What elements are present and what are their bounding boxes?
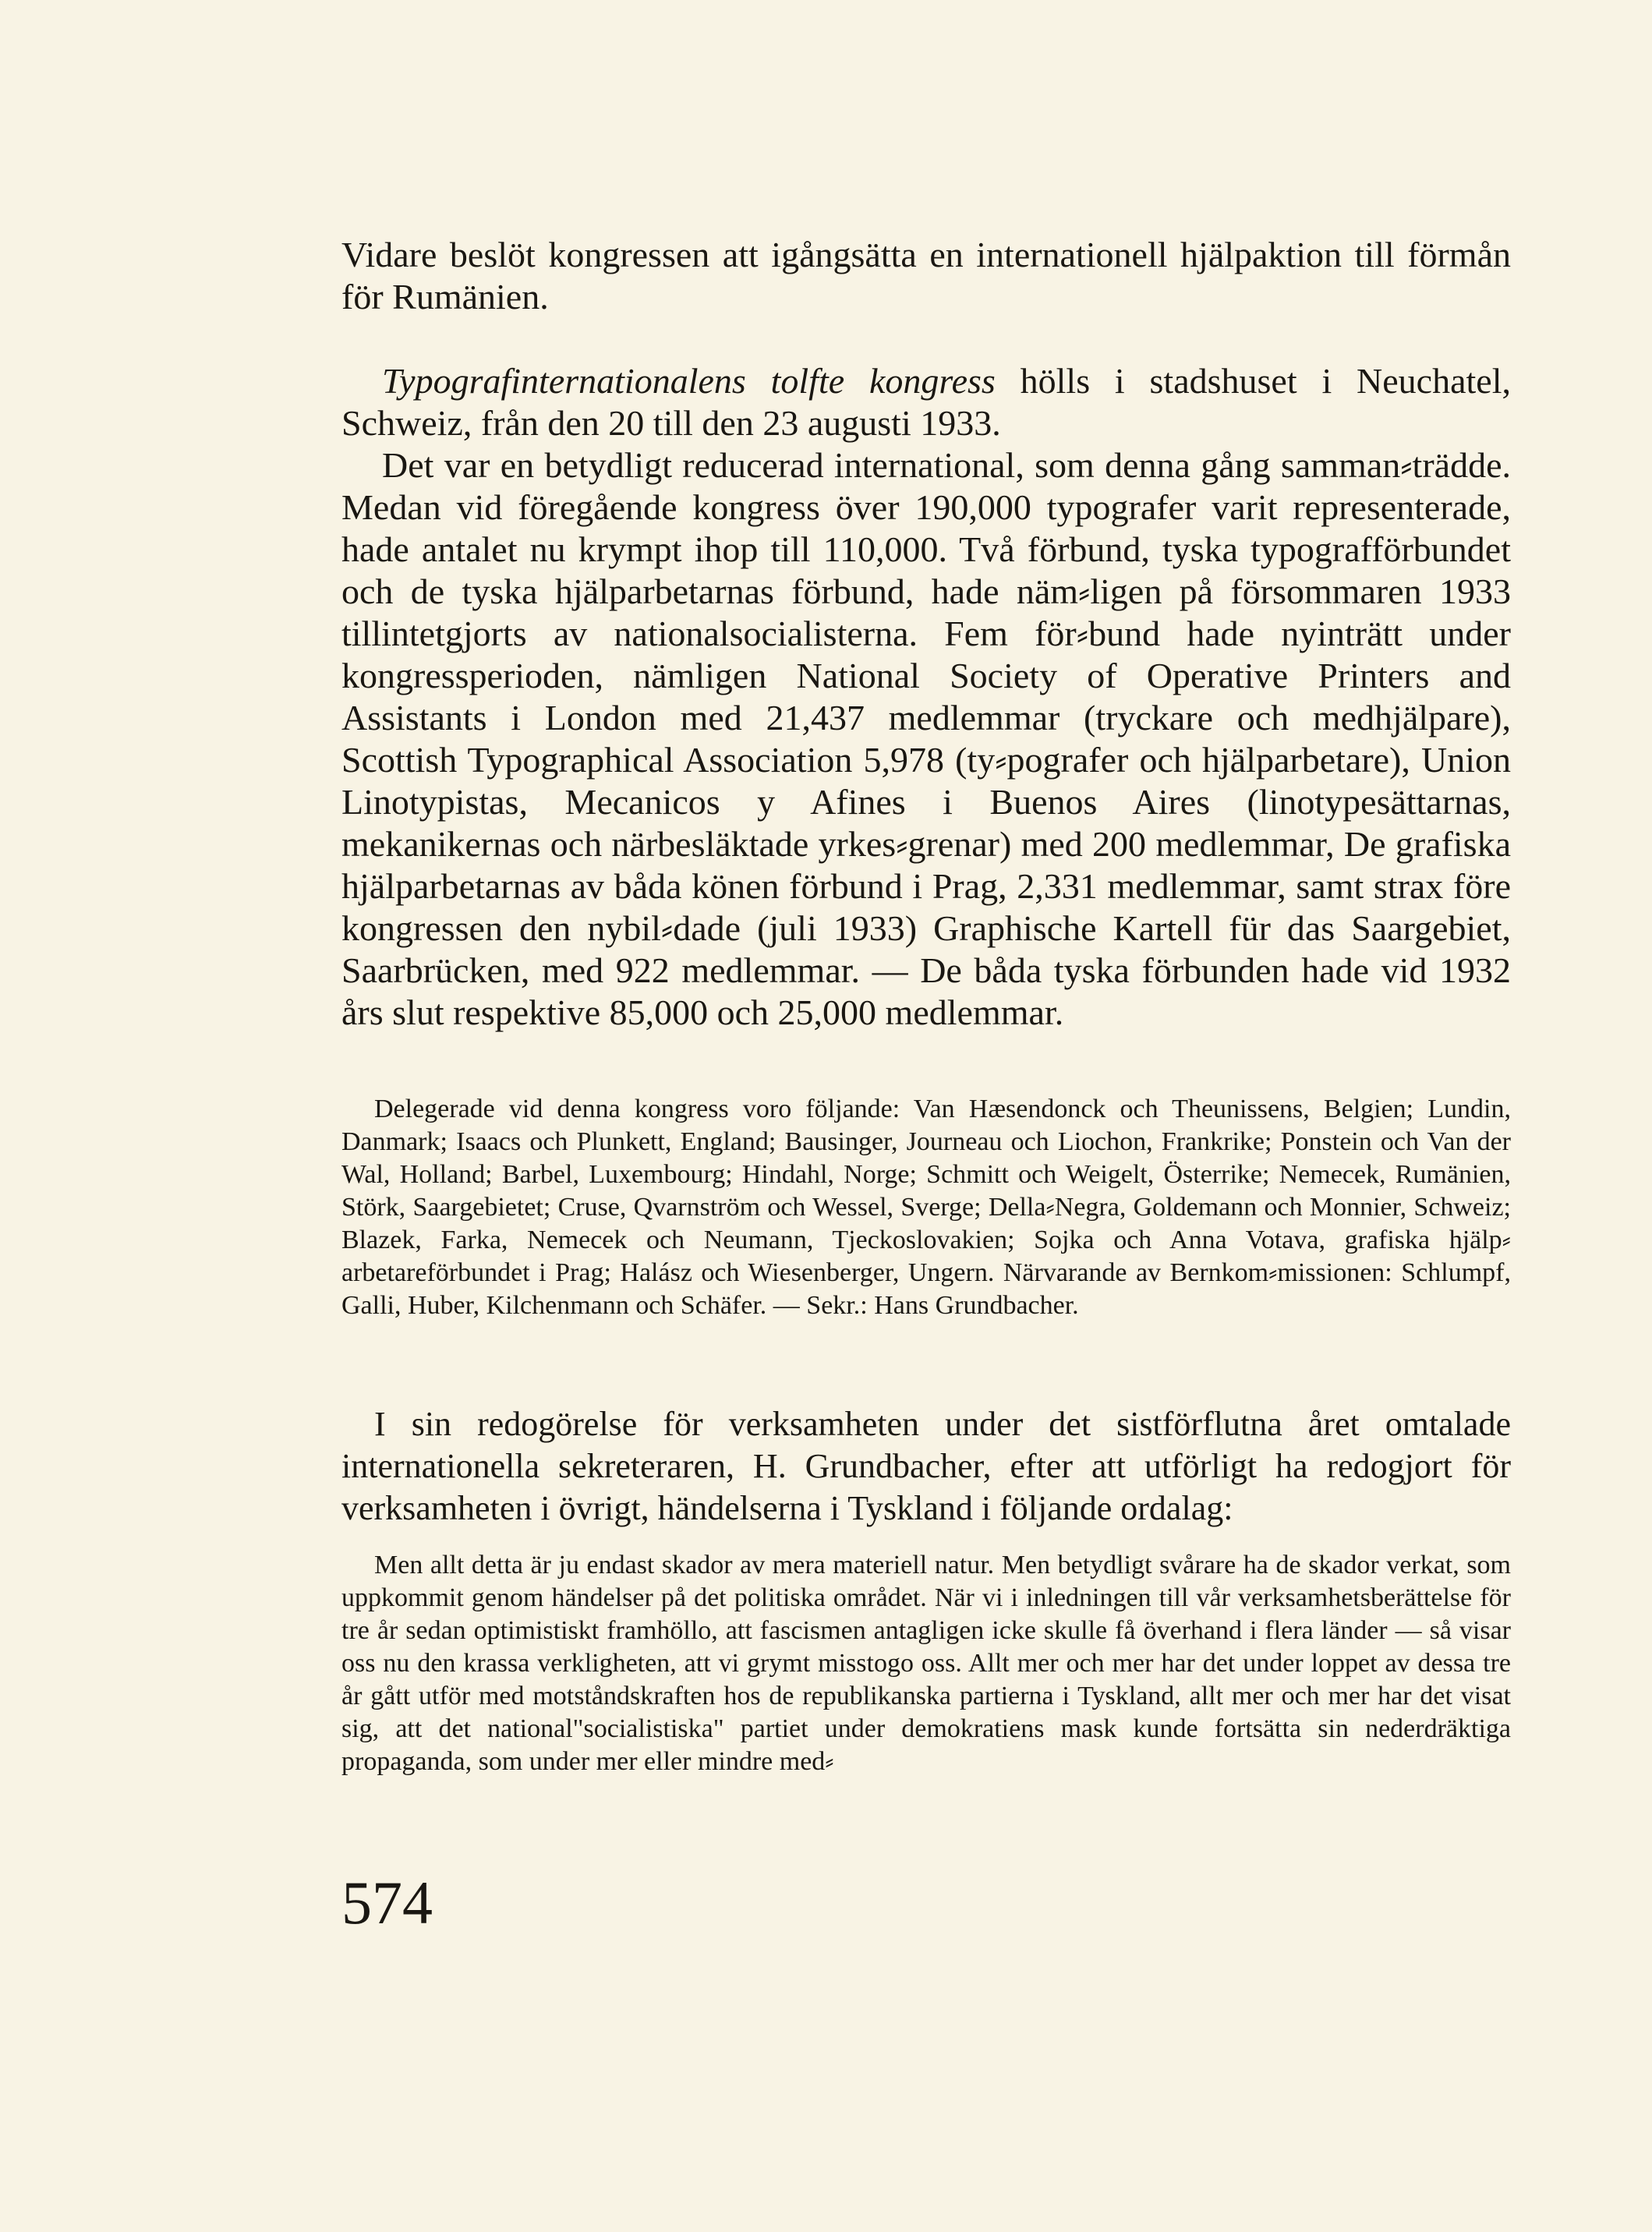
report-intro <box>341 1403 1511 1530</box>
quoted-report <box>341 1549 1511 1778</box>
congress-location-text: hölls i stadshuset i Neuchatel, Schweiz, från den 20 till den 23 augusti 1933. <box>341 361 1511 443</box>
paragraph-romania-aid: Vidare beslöt kongressen att igångsätta en internationell hjälpaktion till förmån för Rumänien. <box>341 235 1511 317</box>
intro-paragraph-block <box>341 234 1511 318</box>
delegates-list <box>341 1093 1511 1322</box>
report-paragraph: I sin redogörelse för verksamheten under det sistförflutna året omtalade internationella sekreteraren, H. Grundbacher, efter att utförligt ha redogjort för verksamheten i övrigt, händelserna i Tyskland i följande ordalag: <box>341 1405 1511 1527</box>
paragraph-membership: Det var en betydligt reducerad international, som denna gång samman⸗trädde. Medan vid föregående kongress över 190,000 typografer varit representerade, hade antalet nu krympt ihop till 110,000. Två förbund, tyska typografförbundet och de tyska hjälparbetarnas förbund, hade näm⸗ligen på försommaren 1933 tillintetgjorts av nationalsocialisterna. Fem för⸗bund hade nyinträtt under kongressperioden, nämligen National Society of Operative Printers and Assistants i London med 21,437 medlemmar (tryckare och medhjälpare), Scottish Typographical Association 5,978 (ty⸗pografer och hjälparbetare), Union Linotypistas, Mecanicos y Afines i Buenos Aires (linotypesättarnas, mekanikernas och närbesläktade yrkes⸗grenar) med 200 medlemmar, De grafiska hjälparbetarnas av båda könen förbund i Prag, 2,331 medlemmar, samt strax före kongressen den nybil⸗dade (juli 1933) Graphische Kartell für das Saargebiet, Saarbrücken, med 922 medlemmar. — De båda tyska förbunden hade vid 1932 års slut respektive 85,000 och 25,000 medlemmar. <box>341 445 1511 1032</box>
congress-section <box>341 360 1511 1034</box>
paragraph-twelfth-congress <box>341 360 1511 444</box>
congress-title-italic: Typografinternationalens tolfte kongress <box>382 361 996 401</box>
quote-paragraph: Men allt detta är ju endast skador av mera materiell natur. Men betydligt svårare ha de skador verkat, som uppkommit genom händelser på det politiska området. När vi i inledningen till vår verksamhetsberättelse för tre år sedan optimistiskt framhöllo, att fascismen antagligen icke skulle få överhand i flera länder — så visar oss nu den krassa verkligheten, att vi grymt misstogo oss. Allt mer och mer har det under loppet av dessa tre år gått utför med motståndskraften hos de republikanska partierna i Tyskland, allt mer och mer har det visat sig, att det national"socialistiska" partiet under demokratiens mask kunde fortsätta sin nederdräktiga propaganda, som under mer eller mindre med⸗ <box>341 1551 1511 1776</box>
delegates-paragraph: Delegerade vid denna kongress voro följande: Van Hæsendonck och Theunissens, Belgien; Lundin, Danmark; Isaacs och Plunkett, England; Bausinger, Journeau och Liochon, Frankrike; Ponstein och Van der Wal, Holland; Barbel, Luxembourg; Hindahl, Norge; Schmitt och Weigelt, Österrike; Nemecek, Rumänien, Störk, Saargebietet; Cruse, Qvarnström och Wessel, Sverge; Della⸗Negra, Goldemann och Monnier, Schweiz; Blazek, Farka, Nemecek och Neumann, Tjeckoslovakien; Sojka och Anna Votava, grafiska hjälp⸗arbetareförbundet i Prag; Halász och Wiesenberger, Ungern. Närvarande av Bernkom⸗missionen: Schlumpf, Galli, Huber, Kilchenmann och Schäfer. — Sekr.: Hans Grundbacher. <box>341 1095 1511 1320</box>
page-number: 574 <box>341 1869 433 1937</box>
